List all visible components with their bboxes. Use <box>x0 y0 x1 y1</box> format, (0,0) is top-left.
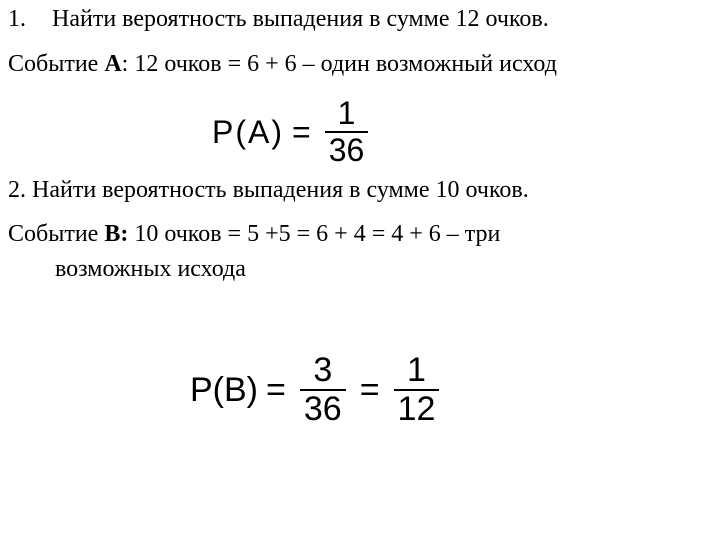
problem-2-event-continuation: возможных исхода <box>55 256 246 282</box>
problem-1-event-prefix: Событие <box>8 51 105 77</box>
formula-b-equals-1: = <box>266 370 286 409</box>
problem-2-event-rest: 10 очков = 5 +5 = 6 + 4 = 4 + 6 – три <box>128 221 501 247</box>
problem-1-event-name: A <box>104 51 122 77</box>
formula-a-lhs: P(A) <box>212 113 284 150</box>
problem-1-question-text: Найти вероятность выпадения в сумме 12 очков. <box>52 6 549 32</box>
formula-a-equals: = <box>292 113 311 150</box>
problem-2-event-name: B: <box>104 221 129 247</box>
problem-1-event <box>8 49 557 79</box>
problem-2-question-text: Найти вероятность выпадения в сумме 10 очков. <box>32 177 529 203</box>
formula-b-numerator-2: 1 <box>407 351 426 389</box>
formula-b-denominator-2: 12 <box>397 390 436 429</box>
formula-b-equals-2: = <box>359 370 380 409</box>
problem-2-event <box>8 219 500 249</box>
problem-2-number: 2. <box>8 177 26 203</box>
problem-2-event-prefix: Событие <box>8 221 105 247</box>
formula-a-numerator: 1 <box>337 95 356 131</box>
problem-1-event-rest: : 12 очков = 6 + 6 – один возможный исход <box>121 51 557 77</box>
formula-a-denominator: 36 <box>328 132 365 169</box>
formula-b-numerator-1: 3 <box>313 351 333 389</box>
formula-b-lhs: P(B) <box>190 370 258 409</box>
formula-b-fraction-1 <box>300 352 346 429</box>
formula-a-fraction <box>325 96 369 168</box>
formula-b-denominator-1: 36 <box>303 390 342 429</box>
problem-2-question <box>8 175 529 205</box>
problem-1-question <box>8 4 549 34</box>
formula-b-fraction-2 <box>394 352 440 429</box>
formula-p-a <box>212 96 374 168</box>
formula-p-b <box>190 352 445 429</box>
problem-1-number: 1. <box>8 6 26 32</box>
